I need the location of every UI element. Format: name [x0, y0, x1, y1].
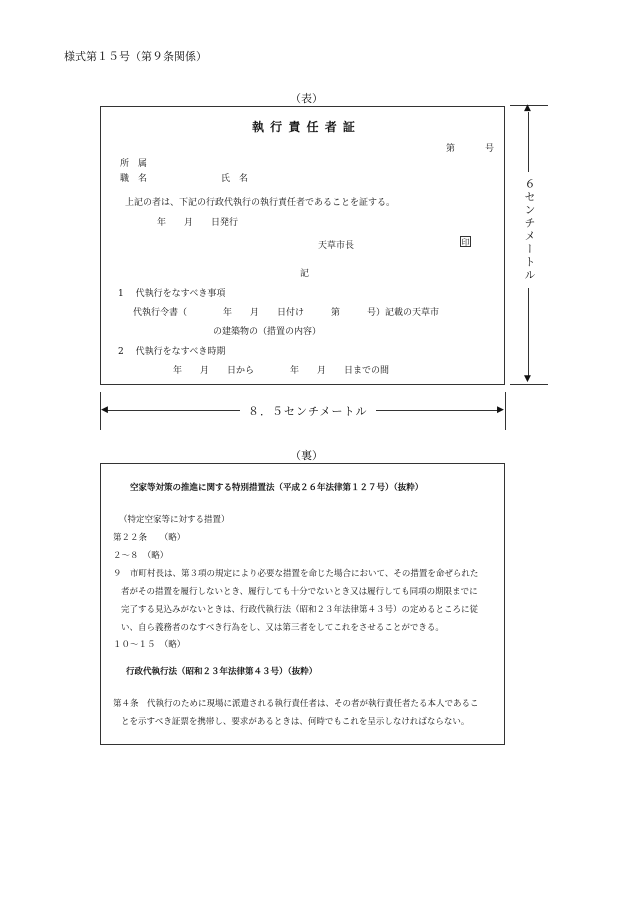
arrow-left-icon: ◀ — [101, 405, 108, 415]
law2-title: 行政代執行法（昭和２３年法律第４３号）（抜粋） — [126, 667, 318, 677]
certify-text: 上記の者は、下記の行政代執行の執行責任者であることを証する。 — [125, 198, 396, 208]
article-4-line1: 第４条 代執行のために現場に派遣される執行責任者は、その者が執行責任者たる本人であるこ — [113, 699, 479, 709]
width-right-tick — [505, 392, 506, 430]
number-prefix: 第 — [446, 144, 456, 154]
article-9-line1: ９ 市町村長は、第３項の規定により必要な措置を命じた場合において、その措置を命ぜられた — [113, 569, 479, 579]
number-suffix: 号 — [485, 144, 495, 154]
arrow-down-icon: ▼ — [524, 374, 531, 384]
back-label: （裏） — [290, 449, 323, 462]
item1-title: 1 代執行をなすべき事項 — [118, 289, 226, 299]
item2-line: 年 月 日から 年 月 日までの間 — [173, 366, 390, 376]
law1-title: 空家等対策の推進に関する特別措置法（平成２６年法律第１２７号）（抜粋） — [130, 483, 424, 493]
item1-line1: 代執行令書（ 年 月 日付け 第 号）記載の天草市 — [133, 308, 440, 318]
article-9-line2: 者がその措置を履行しないとき、履行しても十分でないとき又は履行しても同項の期限までに — [121, 587, 478, 597]
article-2-8: ２～８ （略） — [113, 551, 169, 561]
issue-date: 年 月 日発行 — [157, 218, 239, 228]
height-bottom-tick — [510, 384, 548, 385]
article-9-line4: い、自ら義務者のなすべき行為をし、又は第三者をしてこれをさせることができる。 — [121, 623, 444, 633]
law1-heading: （特定空家等に対する措置） — [119, 515, 230, 525]
article-10-15: １０～１５ （略） — [113, 640, 186, 650]
affiliation-label: 所 属 — [120, 159, 148, 169]
article-9-line3: 完了する見込みがないときは、行政代執行法（昭和２３年法律第４３号）の定めるところに従 — [121, 605, 479, 615]
height-label: ６センチメートル — [521, 172, 537, 288]
article-22: 第２２条 （略） — [113, 533, 186, 543]
item1-line2: の建築物の（措置の内容） — [213, 327, 322, 337]
seal-mark: 印 — [461, 238, 470, 247]
form-number: 様式第１５号（第９条関係） — [64, 50, 207, 63]
position-label: 職 名 — [120, 174, 148, 184]
ki-label: 記 — [300, 269, 310, 279]
issuer: 天草市長 — [318, 241, 355, 251]
front-label: （表） — [290, 92, 323, 105]
article-4-line2: とを示すべき証票を携帯し、要求があるときは、何時でもこれを呈示しなければならない。 — [121, 717, 470, 727]
arrow-right-icon: ▶ — [497, 405, 504, 415]
item2-title: 2 代執行をなすべき時期 — [118, 347, 226, 357]
card-title: 執 行 責 任 者 証 — [252, 120, 356, 134]
arrow-up-icon: ▲ — [524, 103, 531, 113]
name-label: 氏 名 — [221, 174, 249, 184]
width-label: ８．５センチメートル — [240, 403, 376, 419]
